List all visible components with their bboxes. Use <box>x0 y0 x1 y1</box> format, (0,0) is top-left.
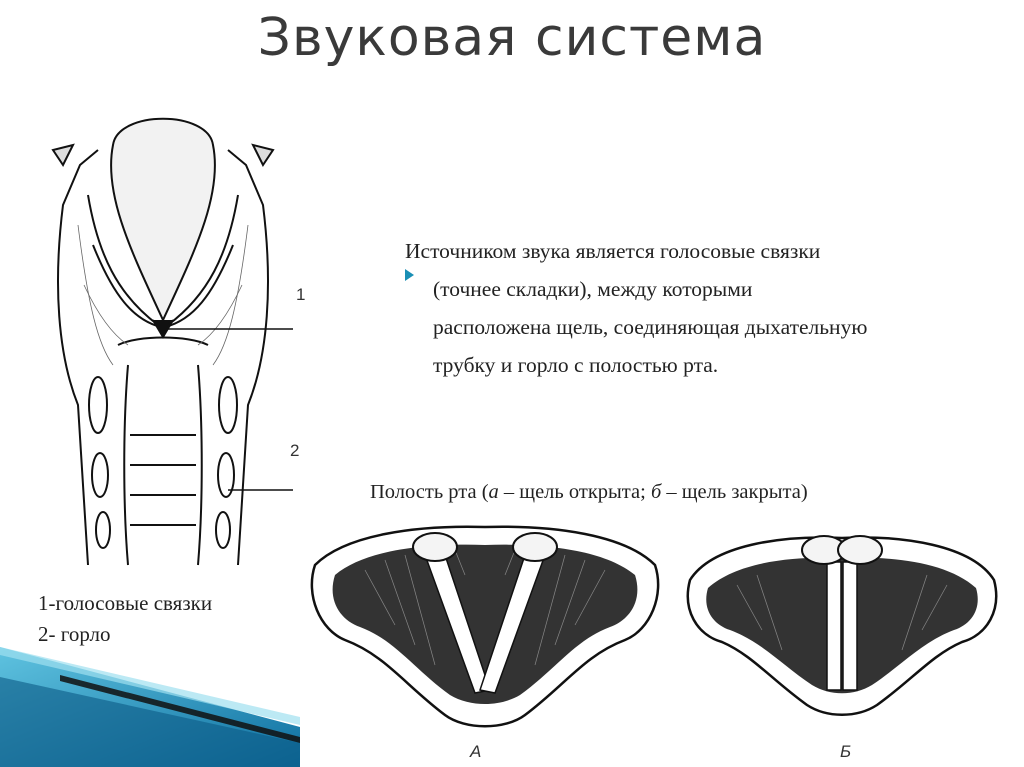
sub-label-a: А <box>470 742 482 761</box>
glottis-open-illustration <box>305 515 665 740</box>
figure-marker-2: 2 <box>290 441 300 460</box>
mouth-caption-prefix: Полость рта ( <box>370 481 489 503</box>
main-paragraph <box>405 232 1005 384</box>
sub-label-b: Б <box>840 742 852 761</box>
glottis-closed-illustration <box>682 520 1002 720</box>
figure-marker-1: 1 <box>296 285 306 304</box>
main-text-line2: (точнее складки), между которыми <box>433 277 753 301</box>
mouth-caption-a: а <box>488 481 499 503</box>
main-text-line4: трубку и горло с полостью рта. <box>433 353 719 377</box>
figure-legend <box>38 588 212 650</box>
legend-item-vocal-cords: 1-голосовые связки <box>38 591 213 615</box>
mouth-caption <box>370 481 1010 504</box>
larynx-illustration <box>18 105 318 575</box>
mouth-caption-open: – щель открыта; <box>498 481 651 503</box>
legend-item-larynx: 2- горло <box>38 622 111 646</box>
main-text-line1: Источником звука является голосовые связки <box>405 239 821 263</box>
mouth-caption-closed: – щель закрыта) <box>661 481 808 503</box>
mouth-caption-b: б <box>650 481 662 503</box>
slide-title: Звуковая система <box>257 8 767 68</box>
main-text-line3: расположена щель, соединяющая дыхательную <box>433 315 868 339</box>
